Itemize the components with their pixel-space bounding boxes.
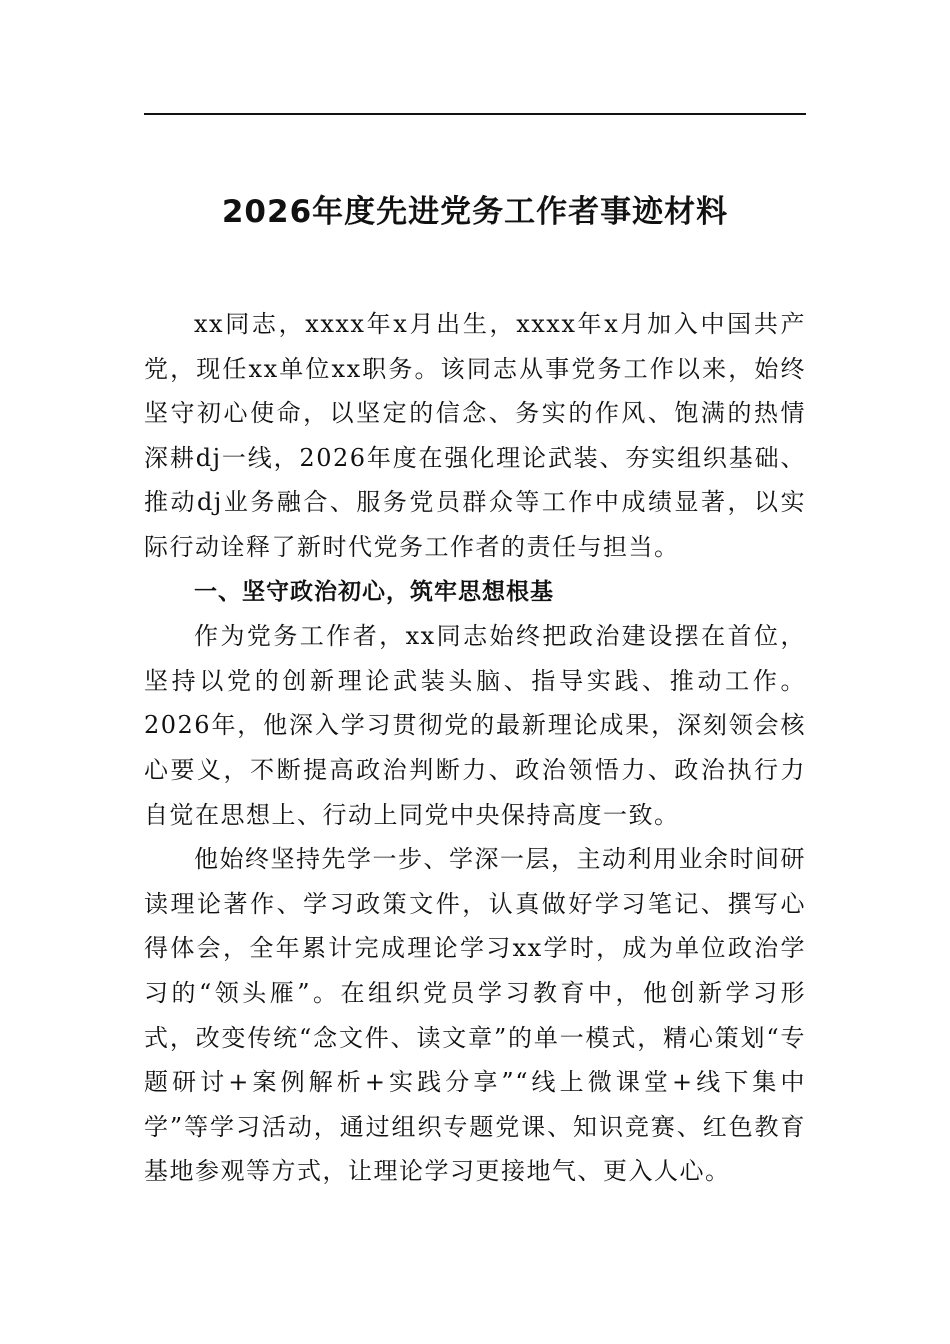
section-1-paragraph-1: 作为党务工作者，xx同志始终把政治建设摆在首位，坚持以党的创新理论武装头脑、指导实践、推动工作。2026年，他深入学习贯彻党的最新理论成果，深刻领会核心要义，不断提高政治判断力、政治领悟力、政治执行力自觉在思想上、行动上同党中央保持高度一致。 [144, 622, 806, 829]
section-heading-1: 一、坚守政治初心，筑牢思想根基 [194, 578, 554, 605]
header-rule [144, 113, 806, 115]
document-body [144, 302, 806, 1194]
section-1-paragraph-2: 他始终坚持先学一步、学深一层，主动利用业余时间研读理论著作、学习政策文件，认真做好学习笔记、撰写心得体会，全年累计完成理论学习xx学时，成为单位政治学习的“领头雁”。在组织党员学习教育中，他创新学习形式，改变传统“念文件、读文章”的单一模式，精心策划“专题研讨+案例解析+实践分享”“线上微课堂+线下集中学”等学习活动，通过组织专题党课、知识竞赛、红色教育基地参观等方式，让理论学习更接地气、更入人心。 [144, 845, 806, 1186]
intro-paragraph: xx同志，xxxx年x月出生，xxxx年x月加入中国共产党，现任xx单位xx职务。该同志从事党务工作以来，始终坚守初心使命，以坚定的信念、务实的作风、饱满的热情深耕dj一线，2026年度在强化理论武装、夯实组织基础、推动dj业务融合、服务党员群众等工作中成绩显著，以实际行动诠释了新时代党务工作者的责任与担当。 [144, 310, 806, 561]
document-title: 2026年度先进党务工作者事迹材料 [221, 194, 729, 230]
